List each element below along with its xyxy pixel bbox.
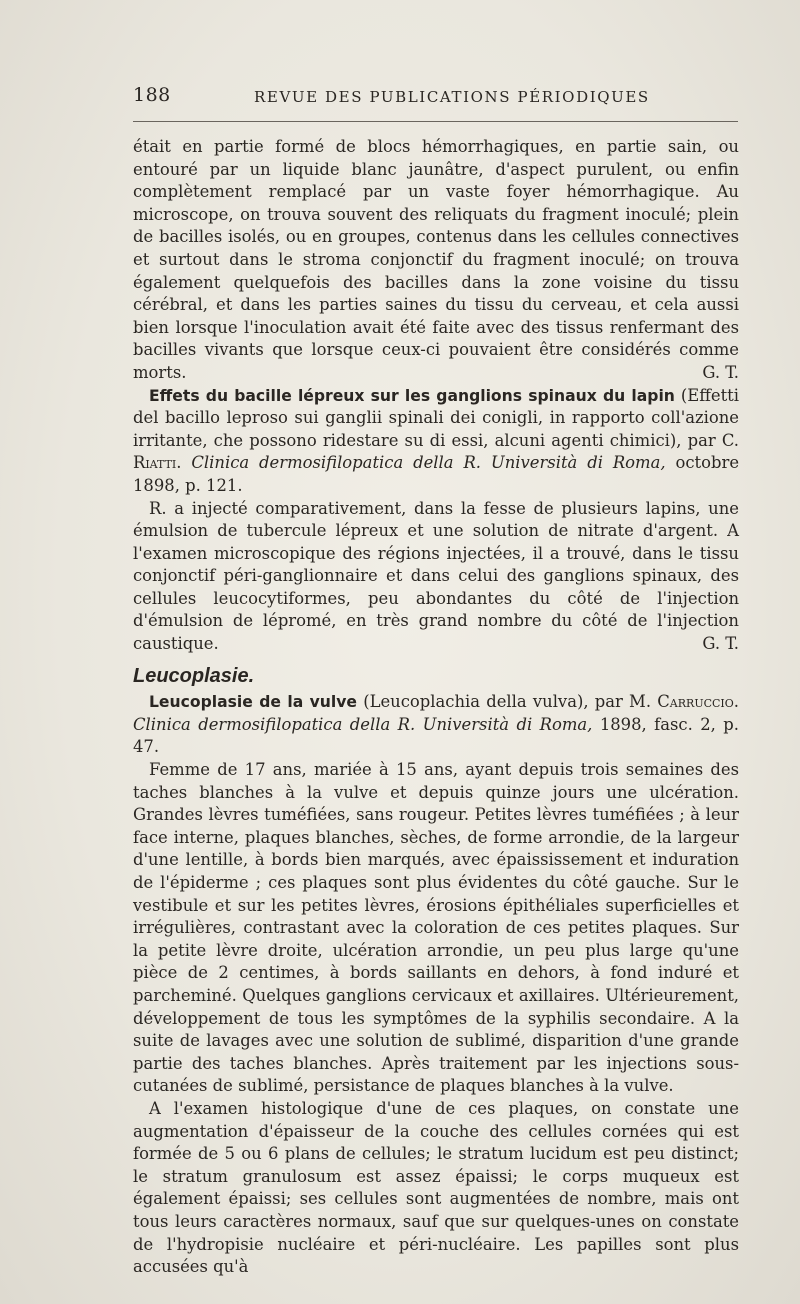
page-body: [133, 136, 739, 1279]
article-reference: [133, 691, 739, 759]
journal-name: Clinica dermosifilopatica della R. Università di Roma,: [191, 453, 666, 473]
page-number: 188: [133, 84, 171, 106]
section-heading: Leucoplasie.: [133, 664, 255, 687]
signature: G. T.: [702, 362, 739, 382]
summary-text: R. a injecté comparativement, dans la fesse de plusieurs lapins, une émulsion de tubercule lépreux et une solution de nitrate d'argent. A l'examen microscopique des régions injectées, il a trouvé, dans le tissu conjonctif péri-ganglionnaire et dans celui des ganglions spinaux, des cellules leucocytiformes, peu abondantes du côté de l'injection d'émulsion de lépromé, en très grand nombre du côté de l'injection caustique.: [133, 498, 739, 654]
header-rule: [133, 121, 738, 122]
page-header: [133, 82, 738, 112]
article-summary: [133, 498, 739, 656]
article-title: Leucoplasie de la vulve: [149, 693, 357, 712]
reference-text: (Effetti del bacillo leproso sui ganglii spinali dei conigli, in rapporto coll'azione irritante, che possono ridestare su di essi, alcuni agenti chimici), par C.: [133, 385, 739, 450]
reference-text: (Leucoplachia della vulva), par M.: [363, 692, 652, 712]
reference-date: octobre 1898, p. 121.: [133, 453, 740, 495]
signature: G. T.: [702, 634, 739, 654]
running-title: REVUE DES PUBLICATIONS PÉRIODIQUES: [254, 88, 650, 106]
continuation-paragraph: [133, 136, 739, 385]
reference-date: 1898, fasc. 2, p. 47.: [133, 714, 739, 757]
article-reference: [133, 385, 739, 498]
author-name: Riatti.: [133, 453, 182, 473]
journal-name: Clinica dermosifilopatica della R. Università di Roma,: [133, 714, 593, 734]
histology-paragraph: A l'examen histologique d'une de ces plaques, on constate une augmentation d'épaisseur de la couche des cellules cornées qui est formée de 5 ou 6 plans de cellules; le stratum lucidum est peu distinct; le stratum granulosum est assez épaissi; le corps muqueux est également épaissi; ses cellules sont augmentées de nombre, mais ont tous leurs caractères normaux, sauf que sur quelques-unes on constate de l'hydropisie nucléaire et péri-nucléaire. Les papilles sont plus accusées qu'à: [133, 1098, 739, 1277]
article-title: Effets du bacille lépreux sur les ganglions spinaux du lapin: [149, 386, 675, 405]
continuation-text: était en partie formé de blocs hémorrhagiques, en partie sain, ou entouré par un liquide blanc jaunâtre, d'aspect purulent, ou enfin complètement remplacé par un vaste foyer hémorrhagique. Au microscope, on trouva souvent des reliquats du fragment inoculé; plein de bacilles isolés, ou en groupes, contenus dans les cellules connectives et surtout dans le stroma conjonctif du fragment inoculé; on trouva également quelquefois des bacilles dans la zone voisine du tissu cérébral, et dans les parties saines du tissu du cerveau, et cela aussi bien lorsque l'inoculation avait été faite avec des tissus renfermant des bacilles vivants que lorsque ceux-ci pouvaient être considérés comme morts.: [133, 137, 739, 382]
case-description: Femme de 17 ans, mariée à 15 ans, ayant depuis trois semaines des taches blanches à la vulve et depuis quinze jours une ulcération. Grandes lèvres tuméfiées, sans rougeur. Petites lèvres tuméfiées ; à leur face interne, plaques blanches, sèches, de forme arrondie, de la largeur d'une lentille, à bords bien marqués, avec épaississement et induration de l'épiderme ; ces plaques sont plus évidentes du côté gauche. Sur le vestibule et sur les petites lèvres, érosions épithéliales superficielles et irrégulières, contrastant avec la coloration de ces petites plaques. Sur la petite lèvre droite, ulcération arrondie, un peu plus large qu'une pièce de 2 centimes, à bords saillants en dehors, à fond induré et parcheminé. Quelques ganglions cervicaux et axillaires. Ultérieurement, développement de tous les symptômes de la syphilis secondaire. A la suite de lavages avec une solution de sublimé, disparition d'une grande partie des taches blanches. Après traitement par les injections sous-cutanées de sublimé, persistance de plaques blanches à la vulve.: [133, 760, 739, 1096]
author-name: Carruccio.: [657, 692, 739, 712]
